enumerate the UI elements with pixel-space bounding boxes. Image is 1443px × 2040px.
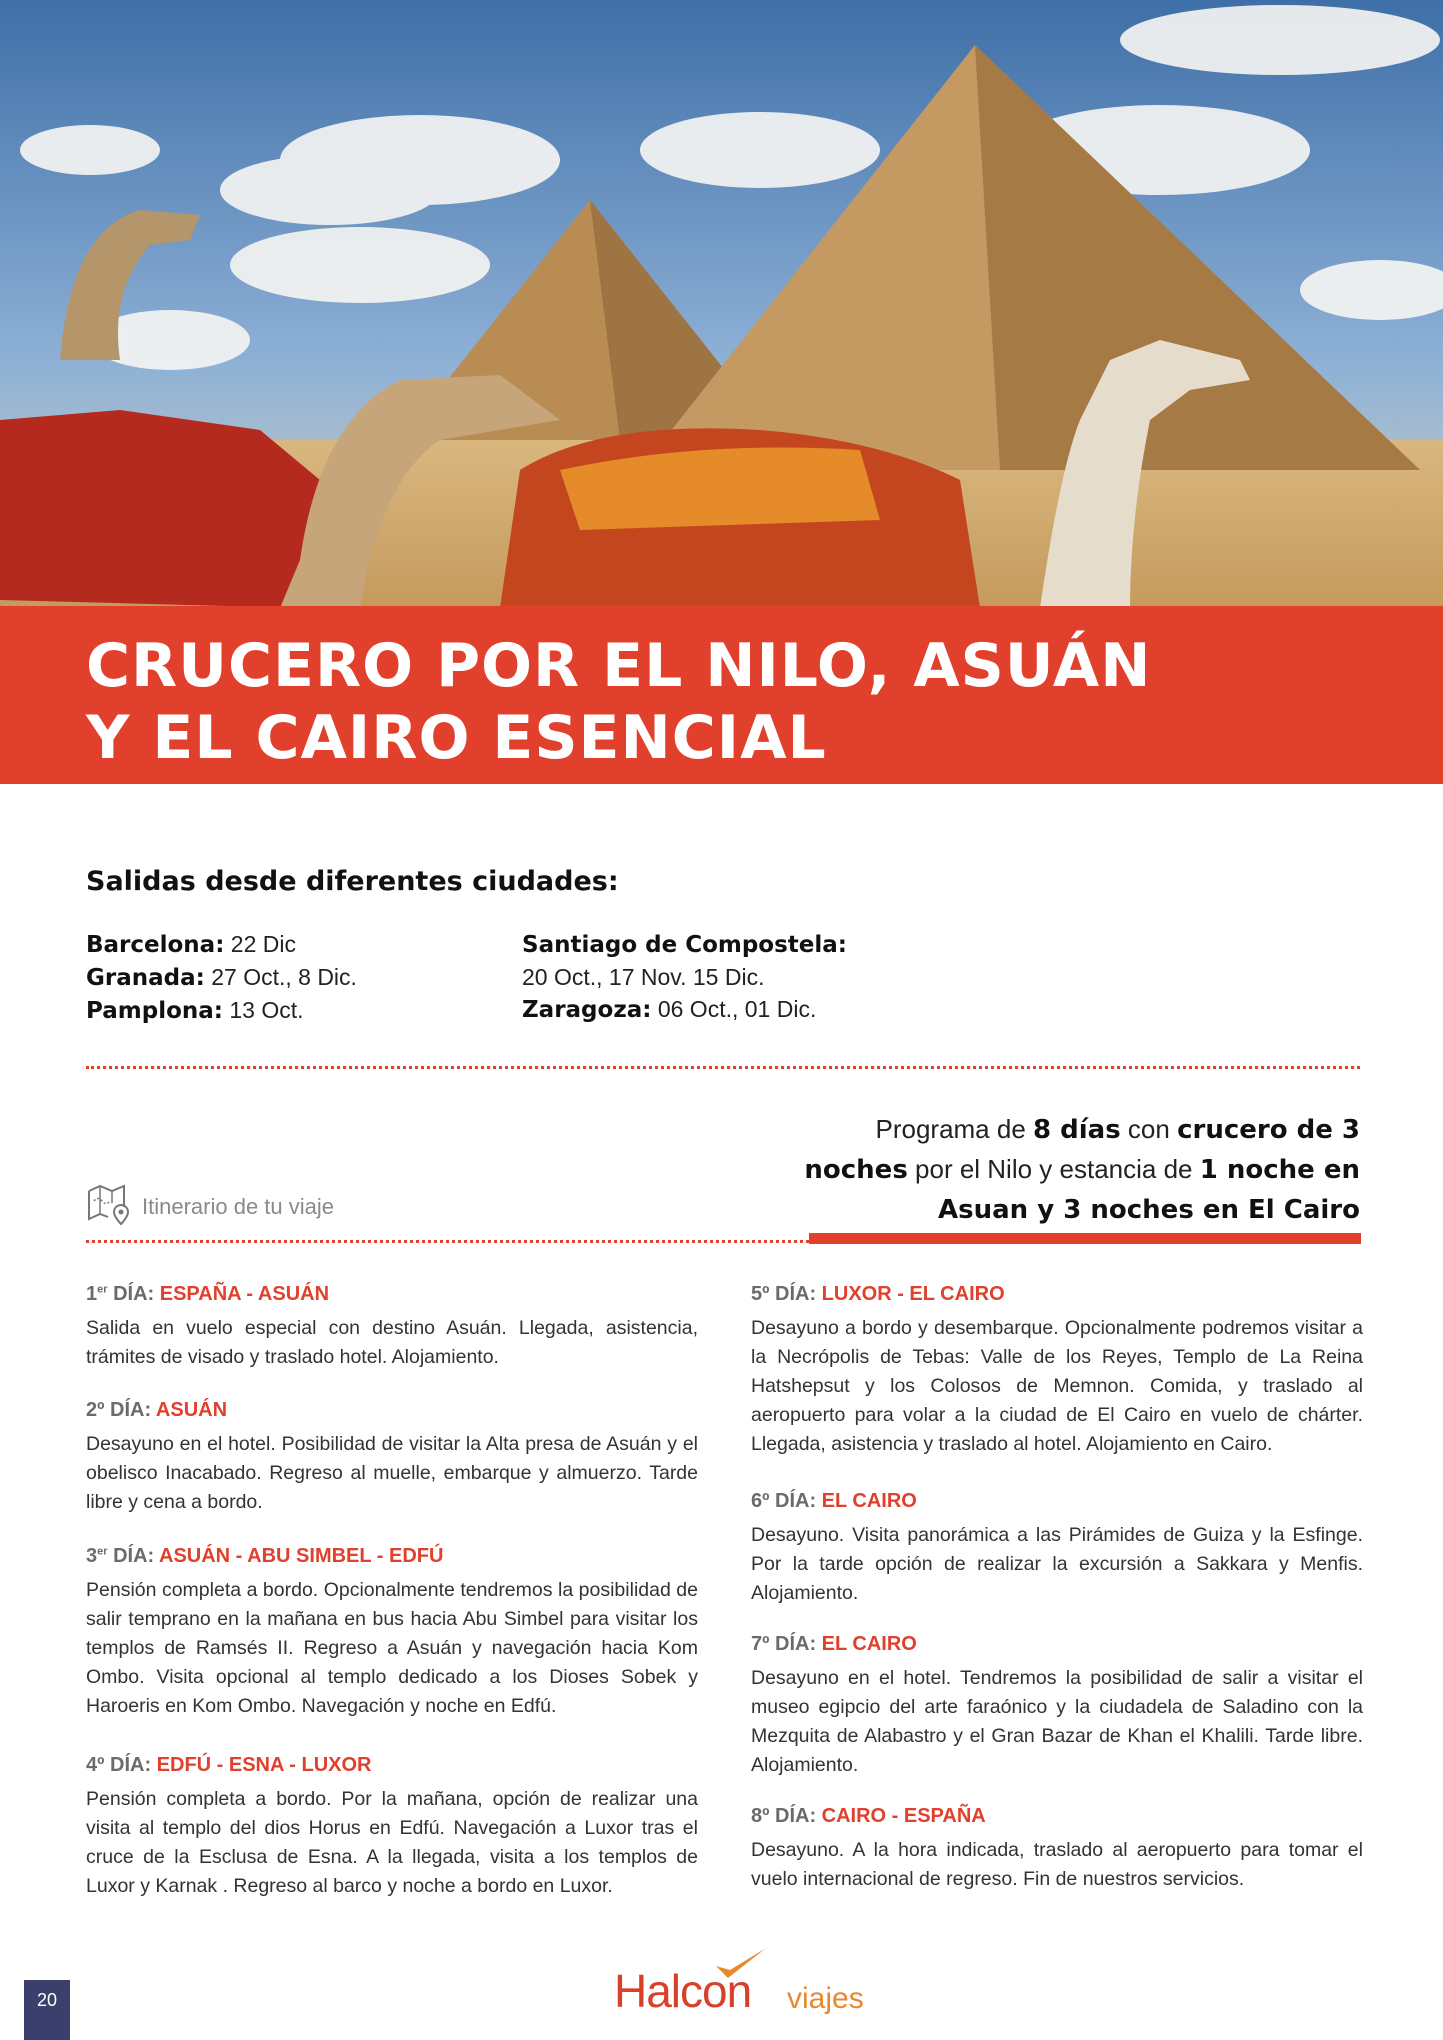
- departures-left-column: [86, 928, 357, 1027]
- day-heading: 1er DÍA: ESPAÑA - ASUÁN: [86, 1283, 330, 1305]
- departure-dates: 27 Oct., 8 Dic.: [211, 964, 357, 990]
- logo-main-text: Halcon: [614, 1965, 752, 2017]
- departure-city: Pamplona:: [86, 998, 223, 1024]
- departure-pamplona: [86, 994, 357, 1027]
- hero-image: [0, 0, 1443, 608]
- day-route: ASUÁN - ABU SIMBEL - EDFÚ: [159, 1545, 444, 1567]
- departure-city: Barcelona:: [86, 932, 225, 958]
- day-3: [86, 1545, 698, 1721]
- day-heading: 3er DÍA: ASUÁN - ABU SIMBEL - EDFÚ: [86, 1545, 444, 1567]
- page-title: [86, 630, 1151, 774]
- departure-granada: [86, 961, 357, 994]
- itinerary-label-text: Itinerario de tu viaje: [142, 1194, 334, 1219]
- program-cruise: crucero de 3 noches: [804, 1115, 1360, 1185]
- day-description: Desayuno en el hotel. Tendremos la posibilidad de salir a visitar el museo egipcio del arte faraónico y la ciudadela de Saladino con la Mezquita de Alabastro y el Gran Bazar de Khan el Khalili. Tarde libre. Alojamiento.: [751, 1667, 1363, 1776]
- day-heading: 2º DÍA: ASUÁN: [86, 1399, 228, 1421]
- day-description: Pensión completa a bordo. Opcionalmente tendremos la posibilidad de salir temprano en la mañana en bus hacia Abu Simbel para visitar los templos de Ramsés II. Regreso a Asuán y navegación hacia Kom Ombo. Visita opcional al templo dedicado a los Dioses Sobek y Haroeris en Kom Ombo. Navegación y noche en Edfú.: [86, 1579, 698, 1717]
- departure-zaragoza: [522, 993, 847, 1026]
- departure-santiago: [522, 928, 847, 961]
- day-5: [751, 1283, 1363, 1459]
- departure-dates: 22 Dic: [230, 931, 296, 957]
- day-description: Desayuno en el hotel. Posibilidad de visitar la Alta presa de Asuán y el obelisco Inacabado. Regreso al muelle, embarque y almuerzo. Tarde libre y cena a bordo.: [86, 1433, 698, 1513]
- departures-right-column: [522, 928, 847, 1026]
- program-underline-bar: [809, 1233, 1361, 1244]
- day-description: Desayuno. Visita panorámica a las Pirámides de Guiza y la Esfinge. Por la tarde opción de realizar la excursión a Sakkara y Menfis. Alojamiento.: [751, 1524, 1363, 1604]
- dotted-divider: [86, 1066, 1360, 1069]
- day-8: [751, 1805, 1363, 1894]
- departure-barcelona: [86, 928, 357, 961]
- day-heading: 5º DÍA: LUXOR - EL CAIRO: [751, 1283, 1005, 1305]
- departure-city: Granada:: [86, 965, 205, 991]
- day-7: [751, 1633, 1363, 1780]
- program-summary: [800, 1110, 1360, 1230]
- day-heading: 8º DÍA: CAIRO - ESPAÑA: [751, 1805, 986, 1827]
- day-4: [86, 1754, 698, 1901]
- program-days: 8 días: [1033, 1115, 1121, 1145]
- day-2: [86, 1399, 698, 1517]
- departure-dates: 13 Oct.: [229, 997, 304, 1023]
- program-text: con: [1120, 1114, 1178, 1144]
- program-stay: 1 noche en Asuan y 3 noches en El Cairo: [938, 1155, 1360, 1225]
- day-route: EL CAIRO: [821, 1490, 917, 1512]
- day-route: ESPAÑA - ASUÁN: [159, 1283, 330, 1305]
- day-route: EDFÚ - ESNA - LUXOR: [156, 1754, 372, 1776]
- title-band: [0, 606, 1443, 784]
- program-text: por el Nilo y estancia de: [907, 1154, 1200, 1184]
- day-route: ASUÁN: [155, 1399, 228, 1421]
- day-route: LUXOR - EL CAIRO: [821, 1283, 1005, 1305]
- page-number: 20: [24, 1980, 70, 2040]
- pyramids-camels-photo: [0, 0, 1443, 608]
- departures-heading: Salidas desde diferentes ciudades:: [86, 866, 619, 897]
- day-heading: 6º DÍA: EL CAIRO: [751, 1490, 917, 1512]
- day-heading: 7º DÍA: EL CAIRO: [751, 1633, 917, 1655]
- itinerary-label: [86, 1184, 334, 1230]
- departure-dates: 06 Oct., 01 Dic.: [657, 996, 817, 1022]
- itinerary-dotted-line: [86, 1240, 809, 1243]
- day-route: EL CAIRO: [821, 1633, 917, 1655]
- day-1: [86, 1283, 698, 1372]
- day-description: Salida en vuelo especial con destino Asuán. Llegada, asistencia, trámites de visado y traslado hotel. Alojamiento.: [86, 1317, 698, 1368]
- day-description: Pensión completa a bordo. Por la mañana, opción de realizar una visita al templo del dios Horus en Edfú. Navegación a Luxor tras el cruce de la Esclusa de Esna. A la llegada, visita a los templos de Luxor y Karnak . Regreso al barco y noche a bordo en Luxor.: [86, 1788, 698, 1897]
- departure-city: Zaragoza:: [522, 997, 652, 1023]
- departure-santiago-dates: 20 Oct., 17 Nov. 15 Dic.: [522, 964, 765, 990]
- departure-city: Santiago de Compostela:: [522, 932, 847, 958]
- day-heading: 4º DÍA: EDFÚ - ESNA - LUXOR: [86, 1754, 372, 1776]
- day-route: CAIRO - ESPAÑA: [821, 1805, 986, 1827]
- program-text: Programa de: [875, 1114, 1034, 1144]
- day-description: Desayuno a bordo y desembarque. Opcionalmente podremos visitar a la Necrópolis de Tebas: Valle de los Reyes, Templo de La Reina Hatshepsut y los Colosos de Memnon. Comida, y traslado al aeropuerto para volar a la ciudad de El Cairo en vuelo de chárter. Llegada, asistencia y traslado al hotel. Alojamiento en Cairo.: [751, 1317, 1363, 1455]
- day-6: [751, 1490, 1363, 1608]
- title-line-1: CRUCERO POR EL NILO, ASUÁN: [86, 631, 1152, 701]
- title-line-2: Y EL CAIRO ESENCIAL: [86, 703, 827, 773]
- logo-sub-text: viajes: [787, 1982, 864, 2015]
- day-description: Desayuno. A la hora indicada, traslado al aeropuerto para tomar el vuelo internacional de regreso. Fin de nuestros servicios.: [751, 1839, 1363, 1890]
- map-pin-icon: [86, 1183, 132, 1232]
